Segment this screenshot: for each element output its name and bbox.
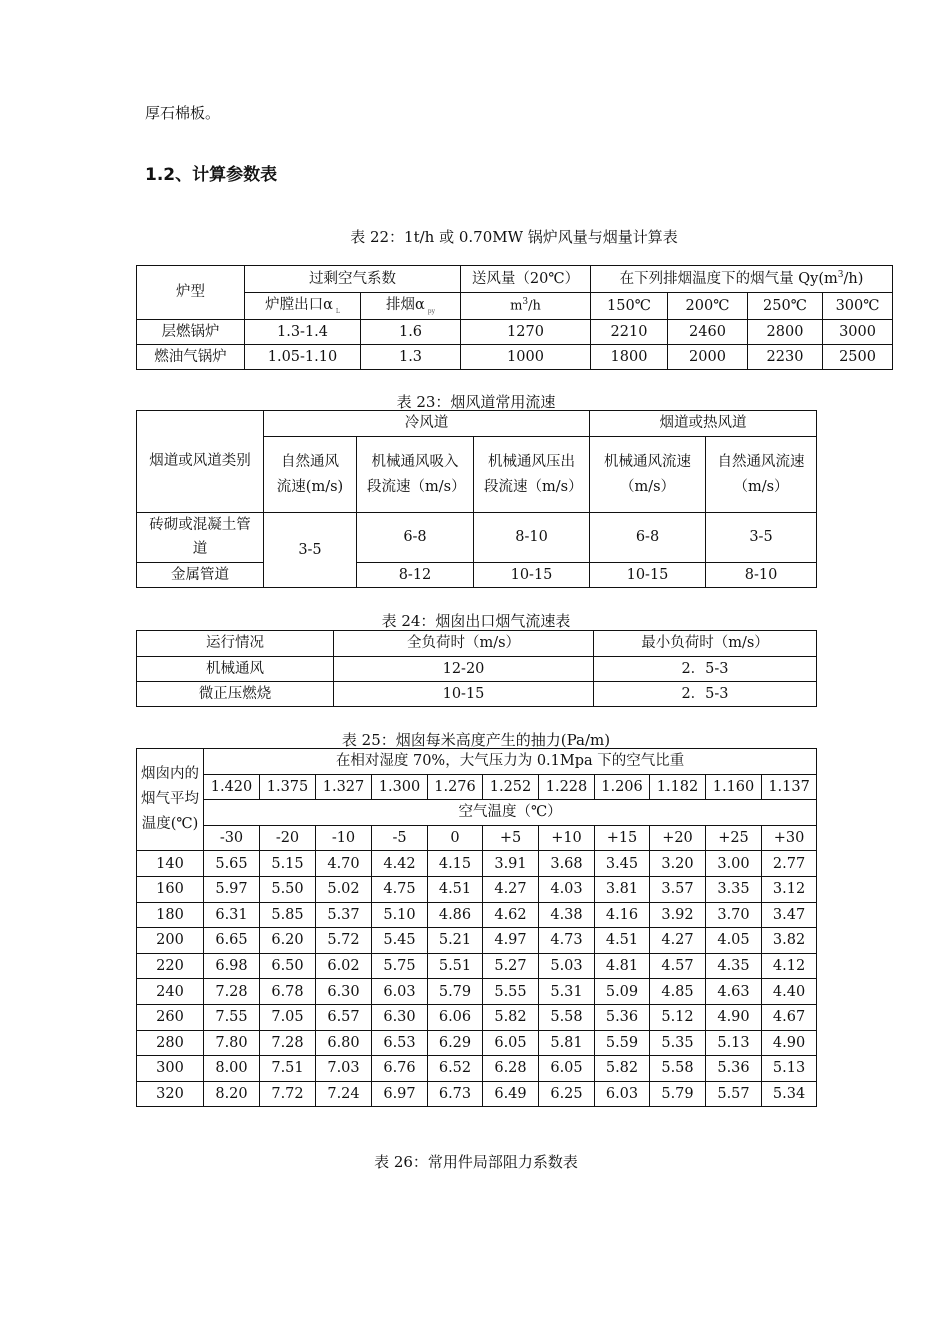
table-cell: 6.76 — [372, 1056, 428, 1082]
table-cell: 8.00 — [204, 1056, 260, 1082]
table-cell: 5.97 — [204, 876, 260, 902]
table25-header-air-temp: 空气温度（℃） — [204, 800, 817, 826]
table25-density: 1.182 — [650, 774, 706, 800]
table-cell: 5.57 — [706, 1081, 762, 1107]
table-cell: 3.12 — [762, 876, 817, 902]
table22-header-unit: $m^3/h$ — [461, 293, 591, 320]
table23 — [136, 410, 817, 588]
table-cell: 5.34 — [762, 1081, 817, 1107]
table-cell: 机械通风 — [137, 657, 334, 682]
table-cell: 4.27 — [650, 928, 706, 954]
table-cell: 240 — [137, 979, 204, 1005]
table-cell: 320 — [137, 1081, 204, 1107]
table-row — [137, 1030, 817, 1056]
table-cell: 5.59 — [595, 1030, 650, 1056]
table25-air-temp: +20 — [650, 825, 706, 851]
table-cell: 5.45 — [372, 928, 428, 954]
table-cell: 5.58 — [539, 1004, 595, 1030]
table-cell: 1.6 — [361, 320, 461, 345]
table-cell: 300 — [137, 1056, 204, 1082]
table-cell: 5.09 — [595, 979, 650, 1005]
table-cell: 4.15 — [428, 851, 483, 877]
table-cell: 3-5 — [264, 513, 357, 588]
table25-air-temp: +15 — [595, 825, 650, 851]
table23-caption: 表 23：烟风道常用流速 — [396, 393, 556, 411]
table-cell: 5.79 — [650, 1081, 706, 1107]
table-row — [137, 1004, 817, 1030]
table-cell: 4.67 — [762, 1004, 817, 1030]
table25-density: 1.228 — [539, 774, 595, 800]
table-cell: 180 — [137, 902, 204, 928]
table-cell: 5.15 — [260, 851, 316, 877]
table-cell: 260 — [137, 1004, 204, 1030]
table-cell: 220 — [137, 953, 204, 979]
table-cell: 1000 — [461, 345, 591, 370]
table-row — [137, 320, 893, 345]
table-cell: 8-12 — [357, 563, 474, 588]
table-cell: 3.91 — [483, 851, 539, 877]
table25-density: 1.327 — [316, 774, 372, 800]
table25-air-temp-row — [137, 825, 817, 851]
table-cell: 140 — [137, 851, 204, 877]
table-cell: 2．5-3 — [594, 682, 817, 707]
table-cell: 5.35 — [650, 1030, 706, 1056]
table-cell: 4.75 — [372, 876, 428, 902]
table22-header-excess: 过剩空气系数 — [245, 266, 461, 293]
table-cell: 7.72 — [260, 1081, 316, 1107]
table-cell: 6.20 — [260, 928, 316, 954]
table-row — [137, 345, 893, 370]
table-row — [137, 563, 817, 588]
table-cell: 6.57 — [316, 1004, 372, 1030]
table-cell: 5.13 — [762, 1056, 817, 1082]
table25-header-density: 在相对湿度 70%，大气压力为 0.1Mpa 下的空气比重 — [204, 749, 817, 775]
table24-header: 最小负荷时（m/s） — [594, 631, 817, 657]
table-cell: 4.12 — [762, 953, 817, 979]
table25-air-temp: +10 — [539, 825, 595, 851]
table-row — [137, 682, 817, 707]
table-row — [137, 1056, 817, 1082]
table25 — [136, 748, 817, 1107]
table-cell: 3.70 — [706, 902, 762, 928]
table22-header-flue: 在下列排烟温度下的烟气量 $Qy(m^3/h)$ — [591, 266, 893, 293]
table25-density: 1.276 — [428, 774, 483, 800]
table24 — [136, 630, 817, 707]
table-cell: 6.31 — [204, 902, 260, 928]
table-cell: 5.37 — [316, 902, 372, 928]
table22 — [136, 265, 893, 370]
table-cell: 10-15 — [334, 682, 594, 707]
table-cell: 8-10 — [706, 563, 817, 588]
table-cell: 2800 — [748, 320, 823, 345]
table-cell: 3.47 — [762, 902, 817, 928]
table25-density: 1.300 — [372, 774, 428, 800]
table-row — [137, 953, 817, 979]
table-cell: 6.73 — [428, 1081, 483, 1107]
table-row — [137, 1081, 817, 1107]
table-cell: 6.30 — [316, 979, 372, 1005]
table-cell: 6-8 — [590, 513, 706, 563]
table-cell: 6.52 — [428, 1056, 483, 1082]
table-row — [137, 876, 817, 902]
table-cell: 燃油气锅炉 — [137, 345, 245, 370]
table-cell: 6.30 — [372, 1004, 428, 1030]
table23-col-header: 自然通风流速(m/s) — [264, 437, 357, 513]
table-cell: 4.90 — [762, 1030, 817, 1056]
table-cell: 7.03 — [316, 1056, 372, 1082]
table-cell: 4.51 — [428, 876, 483, 902]
table-cell: 4.73 — [539, 928, 595, 954]
table-cell: 4.70 — [316, 851, 372, 877]
table-cell: 4.42 — [372, 851, 428, 877]
table-cell: 金属管道 — [137, 563, 264, 588]
table22-temp: 250℃ — [748, 293, 823, 320]
table22-header-type: 炉型 — [137, 266, 245, 320]
table-cell: 5.82 — [483, 1004, 539, 1030]
table-cell: 3.57 — [650, 876, 706, 902]
table-cell: 5.55 — [483, 979, 539, 1005]
table-cell: 微正压燃烧 — [137, 682, 334, 707]
table-cell: 4.16 — [595, 902, 650, 928]
table25-air-temp: 0 — [428, 825, 483, 851]
table-cell: 10-15 — [590, 563, 706, 588]
table22-temp: 300℃ — [823, 293, 893, 320]
table25-density-row — [137, 774, 817, 800]
table-row — [137, 928, 817, 954]
table-cell: 1.3-1.4 — [245, 320, 361, 345]
table-cell: 5.13 — [706, 1030, 762, 1056]
table-cell: 5.85 — [260, 902, 316, 928]
table25-air-temp: -20 — [260, 825, 316, 851]
table-cell: 5.75 — [372, 953, 428, 979]
table-cell: 6.06 — [428, 1004, 483, 1030]
table-cell: 7.55 — [204, 1004, 260, 1030]
table-cell: 7.28 — [260, 1030, 316, 1056]
table-cell: 4.62 — [483, 902, 539, 928]
table-row — [137, 657, 817, 682]
table-cell: 6.98 — [204, 953, 260, 979]
table-cell: 8-10 — [474, 513, 590, 563]
table-cell: 2．5-3 — [594, 657, 817, 682]
table-cell: 6.97 — [372, 1081, 428, 1107]
table-cell: 2500 — [823, 345, 893, 370]
table25-air-temp: -10 — [316, 825, 372, 851]
table23-header-cold: 冷风道 — [264, 411, 590, 437]
table-cell: 4.86 — [428, 902, 483, 928]
table-cell: 5.10 — [372, 902, 428, 928]
table23-col-header: 机械通风流速（m/s） — [590, 437, 706, 513]
table-cell: 6.50 — [260, 953, 316, 979]
table-cell: 5.36 — [706, 1056, 762, 1082]
table-cell: 6.05 — [483, 1030, 539, 1056]
table-cell: 4.40 — [762, 979, 817, 1005]
table22-header-exhaust: 排烟α $_{py}$ — [361, 293, 461, 320]
table23-header-category: 烟道或风道类别 — [137, 411, 264, 513]
section-title: 1.2、计算参数表 — [145, 165, 278, 185]
table-cell: 2000 — [668, 345, 748, 370]
table-cell: 7.51 — [260, 1056, 316, 1082]
table25-air-temp: +25 — [706, 825, 762, 851]
table25-density: 1.252 — [483, 774, 539, 800]
table-cell: 3.82 — [762, 928, 817, 954]
table-row — [137, 979, 817, 1005]
table22-header-supply: 送风量（20℃） — [461, 266, 591, 293]
table-cell: 3.00 — [706, 851, 762, 877]
table25-density: 1.137 — [762, 774, 817, 800]
table-cell: 6.29 — [428, 1030, 483, 1056]
table-cell: 4.27 — [483, 876, 539, 902]
table25-density: 1.420 — [204, 774, 260, 800]
table-cell: 砖砌或混凝土管道 — [137, 513, 264, 563]
table-cell: 3.81 — [595, 876, 650, 902]
table-cell: 5.65 — [204, 851, 260, 877]
table24-header: 全负荷时（m/s） — [334, 631, 594, 657]
table25-density: 1.160 — [706, 774, 762, 800]
table25-air-temp: +5 — [483, 825, 539, 851]
table-cell: 6-8 — [357, 513, 474, 563]
table-cell: 4.38 — [539, 902, 595, 928]
table-cell: 5.58 — [650, 1056, 706, 1082]
table25-density: 1.375 — [260, 774, 316, 800]
table-cell: 160 — [137, 876, 204, 902]
table25-air-temp: -5 — [372, 825, 428, 851]
table-cell: 4.90 — [706, 1004, 762, 1030]
table-cell: 1.05-1.10 — [245, 345, 361, 370]
table-cell: 2460 — [668, 320, 748, 345]
table-cell: 5.36 — [595, 1004, 650, 1030]
table-cell: 6.03 — [595, 1081, 650, 1107]
table24-caption: 表 24：烟囱出口烟气流速表 — [381, 612, 571, 630]
table25-air-temp: -30 — [204, 825, 260, 851]
table-cell: 5.81 — [539, 1030, 595, 1056]
table-cell: 3000 — [823, 320, 893, 345]
table26-caption: 表 26：常用件局部阻力系数表 — [374, 1153, 578, 1171]
table22-caption: 表 22：1t/h 或 0.70MW 锅炉风量与烟量计算表 — [350, 228, 678, 246]
table23-col-header: 机械通风压出段流速（m/s） — [474, 437, 590, 513]
table25-density: 1.206 — [595, 774, 650, 800]
table-cell: 5.21 — [428, 928, 483, 954]
table22-temp: 200℃ — [668, 293, 748, 320]
table-cell: 4.05 — [706, 928, 762, 954]
table-cell: 6.03 — [372, 979, 428, 1005]
table-cell: 4.03 — [539, 876, 595, 902]
table-cell: 12-20 — [334, 657, 594, 682]
table-cell: 7.05 — [260, 1004, 316, 1030]
table-cell: 1.3 — [361, 345, 461, 370]
table-cell: 5.51 — [428, 953, 483, 979]
table-cell: 2230 — [748, 345, 823, 370]
table-cell: 3.35 — [706, 876, 762, 902]
table-cell: 4.63 — [706, 979, 762, 1005]
table-cell: 6.28 — [483, 1056, 539, 1082]
table-row — [137, 513, 817, 563]
table-cell: 1270 — [461, 320, 591, 345]
table-cell: 4.51 — [595, 928, 650, 954]
table-cell: 3.68 — [539, 851, 595, 877]
table-cell: 4.85 — [650, 979, 706, 1005]
table-cell: 3.20 — [650, 851, 706, 877]
table-row — [137, 851, 817, 877]
table-row — [137, 902, 817, 928]
table-cell: 6.65 — [204, 928, 260, 954]
table25-caption: 表 25：烟囱每米高度产生的抽力(Pa/m) — [341, 731, 611, 749]
table-cell: 4.97 — [483, 928, 539, 954]
table-cell: 200 — [137, 928, 204, 954]
table-cell: 3.45 — [595, 851, 650, 877]
table-cell: 4.35 — [706, 953, 762, 979]
table-cell: 5.31 — [539, 979, 595, 1005]
table23-col-header: 机械通风吸入段流速（m/s） — [357, 437, 474, 513]
table-cell: 7.28 — [204, 979, 260, 1005]
table-cell: 6.25 — [539, 1081, 595, 1107]
intro-text: 厚石棉板。 — [145, 104, 221, 122]
table-cell: 3.92 — [650, 902, 706, 928]
table-cell: 280 — [137, 1030, 204, 1056]
table-cell: 2.77 — [762, 851, 817, 877]
table22-header-furnace: 炉膛出口α $_L$ — [245, 293, 361, 320]
table-cell: 5.12 — [650, 1004, 706, 1030]
table-cell: 1800 — [591, 345, 668, 370]
table-cell: 5.79 — [428, 979, 483, 1005]
table22-temp: 150℃ — [591, 293, 668, 320]
table-cell: 8.20 — [204, 1081, 260, 1107]
table-cell: 层燃锅炉 — [137, 320, 245, 345]
table-cell: 6.05 — [539, 1056, 595, 1082]
table25-air-temp: +30 — [762, 825, 817, 851]
table-cell: 5.50 — [260, 876, 316, 902]
table-cell: 5.02 — [316, 876, 372, 902]
table-cell: 6.53 — [372, 1030, 428, 1056]
table-cell: 6.78 — [260, 979, 316, 1005]
table-cell: 6.49 — [483, 1081, 539, 1107]
table-cell: 2210 — [591, 320, 668, 345]
table23-header-hot: 烟道或热风道 — [590, 411, 817, 437]
table24-header: 运行情况 — [137, 631, 334, 657]
table-cell: 4.81 — [595, 953, 650, 979]
table-cell: 5.82 — [595, 1056, 650, 1082]
table23-col-header: 自然通风流速（m/s） — [706, 437, 817, 513]
table-cell: 4.57 — [650, 953, 706, 979]
table-cell: 5.72 — [316, 928, 372, 954]
table-cell: 7.80 — [204, 1030, 260, 1056]
table-cell: 10-15 — [474, 563, 590, 588]
table-cell: 5.27 — [483, 953, 539, 979]
table25-row-header: 烟囱内的烟气平均温度(℃) — [137, 749, 204, 851]
table-cell: 3-5 — [706, 513, 817, 563]
table-cell: 6.80 — [316, 1030, 372, 1056]
table-cell: 6.02 — [316, 953, 372, 979]
table-cell: 5.03 — [539, 953, 595, 979]
table-cell: 7.24 — [316, 1081, 372, 1107]
